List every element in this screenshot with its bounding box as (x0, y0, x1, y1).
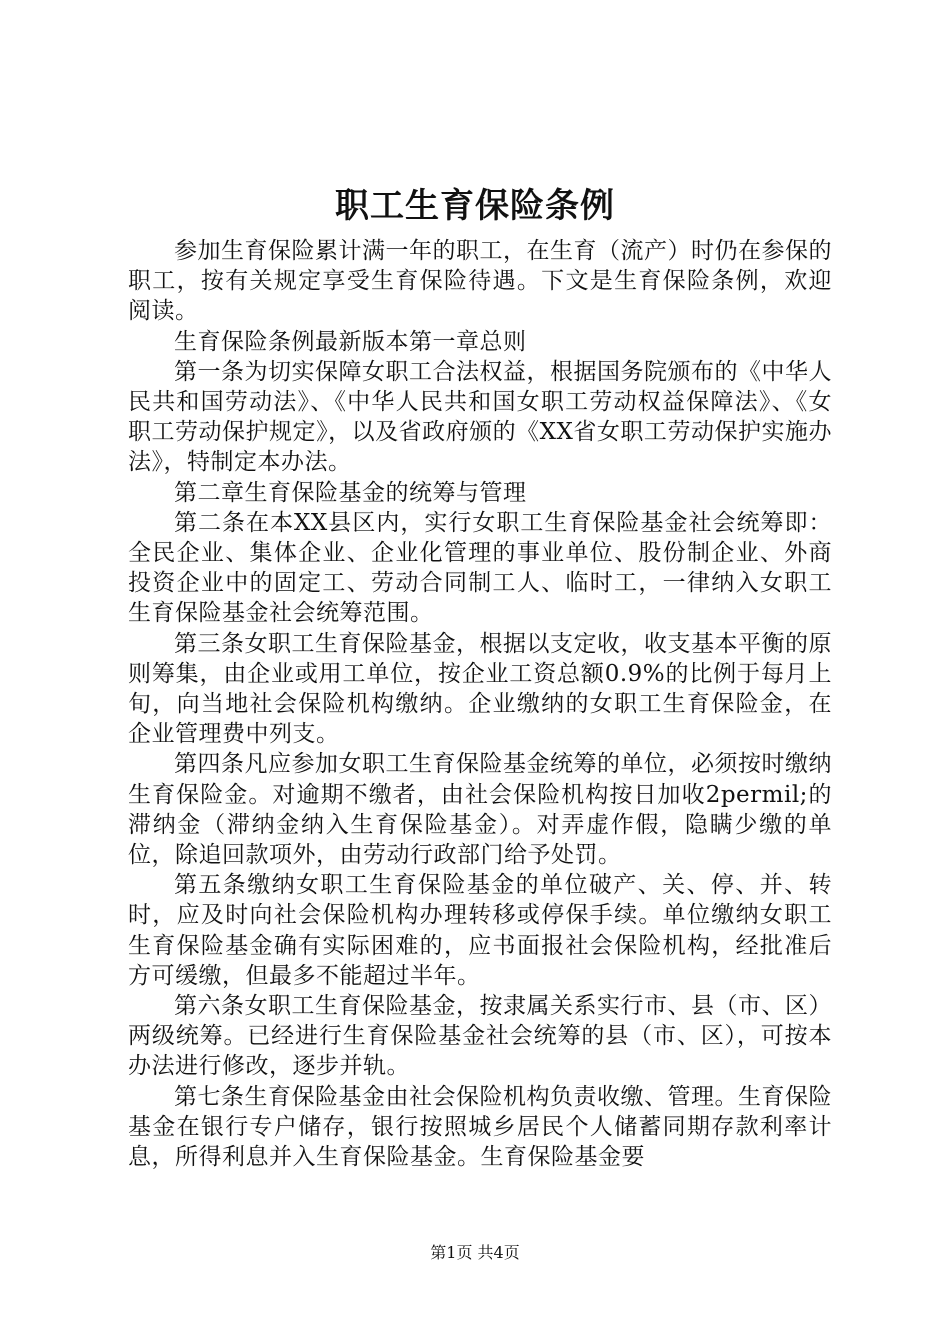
chapter-heading: 第二章生育保险基金的统筹与管理 (174, 479, 527, 506)
page-number-footer: 第1页 共4页 (430, 1243, 520, 1262)
document-body (128, 236, 832, 1172)
article-paragraph: 第三条女职工生育保险基金，根据以支定收，收支基本平衡的原则筹集，由企业或用工单位，按企业工资总额0.9%的比例于每月上旬，向当地社会保险机构缴纳。企业缴纳的女职工生育保险金，在企业管理费中列支。 (128, 630, 832, 748)
chapter-heading: 生育保险条例最新版本第一章总则 (174, 328, 527, 355)
article-paragraph: 第四条凡应参加女职工生育保险基金统筹的单位，必须按时缴纳生育保险金。对逾期不缴者，由社会保险机构按日加收2permil;的滞纳金（滞纳金纳入生育保险基金）。对弄虚作假，隐瞒少缴的单位，除追回款项外，由劳动行政部门给予处罚。 (128, 751, 832, 869)
article-paragraph: 第一条为切实保障女职工合法权益，根据国务院颁布的《中华人民共和国劳动法》、《中华人民共和国女职工劳动权益保障法》、《女职工劳动保护规定》，以及省政府颁的《XX省女职工劳动保护实施办法》，特制定本办法。 (128, 358, 832, 476)
article-paragraph: 第七条生育保险基金由社会保险机构负责收缴、管理。生育保险基金在银行专户储存，银行按照城乡居民个人储蓄同期存款利率计息，所得利息并入生育保险基金。生育保险基金要 (128, 1083, 832, 1171)
article-paragraph: 第六条女职工生育保险基金，按隶属关系实行市、县（市、区）两级统筹。已经进行生育保险基金社会统筹的县（市、区），可按本办法进行修改，逐步并轨。 (128, 993, 832, 1080)
document-title: 职工生育保险条例 (335, 186, 615, 226)
intro-paragraph: 参加生育保险累计满一年的职工，在生育（流产）时仍在参保的职工，按有关规定享受生育保险待遇。下文是生育保险条例，欢迎阅读。 (128, 238, 832, 325)
article-paragraph: 第五条缴纳女职工生育保险基金的单位破产、关、停、并、转时，应及时向社会保险机构办理转移或停保手续。单位缴纳女职工生育保险基金确有实际困难的，应书面报社会保险机构，经批准后方可缓缴，但最多不能超过半年。 (128, 872, 832, 989)
article-paragraph: 第二条在本XX县区内，实行女职工生育保险基金社会统筹即：全民企业、集体企业、企业化管理的事业单位、股份制企业、外商投资企业中的固定工、劳动合同制工人、临时工，一律纳入女职工生育保险基金社会统筹范围。 (128, 509, 832, 627)
